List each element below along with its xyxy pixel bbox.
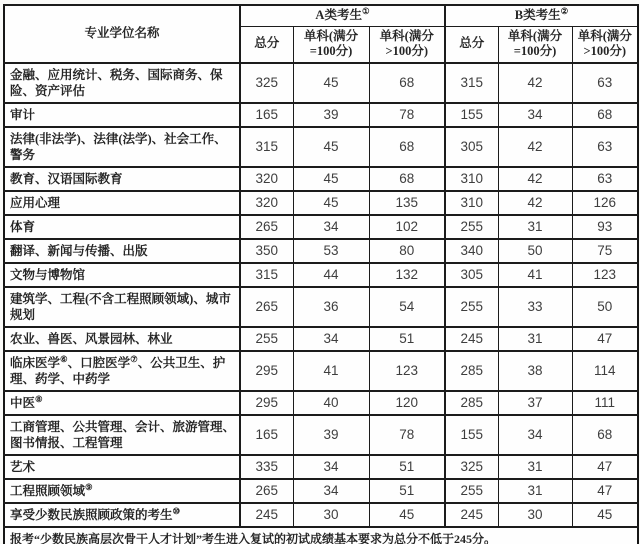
row-label: 艺术 bbox=[4, 455, 240, 479]
score-cell: 36 bbox=[293, 287, 369, 327]
score-cell: 40 bbox=[293, 391, 369, 415]
row-label: 农业、兽医、风景园林、林业 bbox=[4, 327, 240, 351]
score-cell: 123 bbox=[572, 263, 638, 287]
table-row bbox=[4, 63, 638, 103]
header-total-score-b: 总分 bbox=[445, 26, 498, 63]
score-cell: 123 bbox=[369, 351, 445, 391]
score-cell: 37 bbox=[498, 391, 572, 415]
score-cell: 53 bbox=[293, 239, 369, 263]
score-cell: 245 bbox=[445, 327, 498, 351]
table-row bbox=[4, 167, 638, 191]
score-cell: 255 bbox=[445, 215, 498, 239]
footnote: 报考“少数民族高层次骨干人才计划”考生进入复试的初试成绩基本要求为总分不低于245分。 bbox=[4, 527, 638, 544]
score-cell: 135 bbox=[369, 191, 445, 215]
table-row bbox=[4, 391, 638, 415]
score-cell: 350 bbox=[240, 239, 293, 263]
row-label: 审计 bbox=[4, 103, 240, 127]
score-cell: 34 bbox=[293, 455, 369, 479]
score-cell: 68 bbox=[369, 127, 445, 167]
table-row bbox=[4, 263, 638, 287]
score-cell: 63 bbox=[572, 167, 638, 191]
score-cell: 34 bbox=[293, 215, 369, 239]
score-cell: 265 bbox=[240, 215, 293, 239]
score-cell: 68 bbox=[369, 167, 445, 191]
score-cell: 320 bbox=[240, 167, 293, 191]
score-table bbox=[3, 4, 639, 544]
header-group-b: B类考生② bbox=[445, 5, 638, 26]
score-cell: 155 bbox=[445, 415, 498, 455]
footnote-row bbox=[4, 527, 638, 544]
table-row bbox=[4, 127, 638, 167]
row-label: 享受少数民族照顾政策的考生⑩ bbox=[4, 503, 240, 527]
table-row bbox=[4, 239, 638, 263]
table-row bbox=[4, 327, 638, 351]
score-cell: 80 bbox=[369, 239, 445, 263]
score-cell: 155 bbox=[445, 103, 498, 127]
score-cell: 31 bbox=[498, 479, 572, 503]
score-cell: 114 bbox=[572, 351, 638, 391]
row-label: 工商管理、公共管理、会计、旅游管理、图书情报、工程管理 bbox=[4, 415, 240, 455]
row-label: 工程照顾领域⑨ bbox=[4, 479, 240, 503]
score-cell: 34 bbox=[498, 103, 572, 127]
score-cell: 68 bbox=[572, 415, 638, 455]
score-cell: 42 bbox=[498, 191, 572, 215]
score-cell: 285 bbox=[445, 351, 498, 391]
score-cell: 285 bbox=[445, 391, 498, 415]
score-cell: 315 bbox=[445, 63, 498, 103]
score-cell: 78 bbox=[369, 103, 445, 127]
header-group-a: A类考生① bbox=[240, 5, 445, 26]
row-label: 建筑学、工程(不含工程照顾领域)、城市规划 bbox=[4, 287, 240, 327]
header-degree-name: 专业学位名称 bbox=[4, 5, 240, 63]
score-cell: 41 bbox=[293, 351, 369, 391]
header-subject-max100-b: 单科(满分 =100分) bbox=[498, 26, 572, 63]
score-cell: 93 bbox=[572, 215, 638, 239]
header-subject-max100-a: 单科(满分 =100分) bbox=[293, 26, 369, 63]
table-row bbox=[4, 215, 638, 239]
score-cell: 33 bbox=[498, 287, 572, 327]
score-cell: 320 bbox=[240, 191, 293, 215]
header-subject-gt100-a: 单科(满分 >100分) bbox=[369, 26, 445, 63]
score-cell: 63 bbox=[572, 63, 638, 103]
score-cell: 245 bbox=[445, 503, 498, 527]
score-cell: 265 bbox=[240, 287, 293, 327]
row-label: 教育、汉语国际教育 bbox=[4, 167, 240, 191]
score-cell: 50 bbox=[498, 239, 572, 263]
row-label: 翻译、新闻与传播、出版 bbox=[4, 239, 240, 263]
table-row bbox=[4, 455, 638, 479]
row-label: 中医⑧ bbox=[4, 391, 240, 415]
score-cell: 39 bbox=[293, 415, 369, 455]
header-group-row bbox=[4, 5, 638, 26]
score-cell: 47 bbox=[572, 479, 638, 503]
score-cell: 45 bbox=[293, 63, 369, 103]
score-cell: 310 bbox=[445, 191, 498, 215]
table-row bbox=[4, 479, 638, 503]
score-cell: 102 bbox=[369, 215, 445, 239]
row-label: 临床医学⑥、口腔医学⑦、公共卫生、护理、药学、中药学 bbox=[4, 351, 240, 391]
row-label: 应用心理 bbox=[4, 191, 240, 215]
score-cell: 325 bbox=[240, 63, 293, 103]
table-row bbox=[4, 503, 638, 527]
score-cell: 51 bbox=[369, 455, 445, 479]
score-cell: 111 bbox=[572, 391, 638, 415]
score-cell: 44 bbox=[293, 263, 369, 287]
score-cell: 31 bbox=[498, 215, 572, 239]
score-cell: 305 bbox=[445, 127, 498, 167]
score-cell: 255 bbox=[445, 479, 498, 503]
score-cell: 310 bbox=[445, 167, 498, 191]
score-cell: 255 bbox=[240, 327, 293, 351]
score-cell: 325 bbox=[445, 455, 498, 479]
score-cell: 126 bbox=[572, 191, 638, 215]
score-cell: 51 bbox=[369, 327, 445, 351]
score-cell: 315 bbox=[240, 263, 293, 287]
score-cell: 295 bbox=[240, 391, 293, 415]
score-cell: 39 bbox=[293, 103, 369, 127]
score-cell: 120 bbox=[369, 391, 445, 415]
score-cell: 165 bbox=[240, 103, 293, 127]
score-cell: 68 bbox=[572, 103, 638, 127]
score-cell: 42 bbox=[498, 127, 572, 167]
table-row bbox=[4, 191, 638, 215]
score-cell: 340 bbox=[445, 239, 498, 263]
header-subject-gt100-b: 单科(满分 >100分) bbox=[572, 26, 638, 63]
score-cell: 34 bbox=[498, 415, 572, 455]
table-row bbox=[4, 351, 638, 391]
row-label: 体育 bbox=[4, 215, 240, 239]
score-cell: 305 bbox=[445, 263, 498, 287]
score-cell: 75 bbox=[572, 239, 638, 263]
score-cell: 45 bbox=[293, 191, 369, 215]
table-row bbox=[4, 287, 638, 327]
score-cell: 78 bbox=[369, 415, 445, 455]
score-cell: 45 bbox=[369, 503, 445, 527]
score-cell: 47 bbox=[572, 455, 638, 479]
score-cell: 30 bbox=[293, 503, 369, 527]
score-cell: 45 bbox=[293, 167, 369, 191]
score-cell: 45 bbox=[572, 503, 638, 527]
score-cell: 265 bbox=[240, 479, 293, 503]
score-cell: 38 bbox=[498, 351, 572, 391]
score-cell: 54 bbox=[369, 287, 445, 327]
score-cell: 41 bbox=[498, 263, 572, 287]
score-cell: 63 bbox=[572, 127, 638, 167]
table-row bbox=[4, 415, 638, 455]
score-cell: 335 bbox=[240, 455, 293, 479]
score-cell: 68 bbox=[369, 63, 445, 103]
score-cell: 50 bbox=[572, 287, 638, 327]
score-cell: 42 bbox=[498, 63, 572, 103]
score-cell: 165 bbox=[240, 415, 293, 455]
row-label: 金融、应用统计、税务、国际商务、保险、资产评估 bbox=[4, 63, 240, 103]
score-cell: 245 bbox=[240, 503, 293, 527]
score-cell: 30 bbox=[498, 503, 572, 527]
row-label: 法律(非法学)、法律(法学)、社会工作、警务 bbox=[4, 127, 240, 167]
score-cell: 47 bbox=[572, 327, 638, 351]
score-cell: 31 bbox=[498, 455, 572, 479]
score-cell: 315 bbox=[240, 127, 293, 167]
score-cell: 132 bbox=[369, 263, 445, 287]
score-cell: 31 bbox=[498, 327, 572, 351]
score-cell: 42 bbox=[498, 167, 572, 191]
score-cell: 34 bbox=[293, 479, 369, 503]
score-cell: 51 bbox=[369, 479, 445, 503]
score-cell: 34 bbox=[293, 327, 369, 351]
row-label: 文物与博物馆 bbox=[4, 263, 240, 287]
score-cell: 295 bbox=[240, 351, 293, 391]
table-row bbox=[4, 103, 638, 127]
header-total-score-a: 总分 bbox=[240, 26, 293, 63]
score-cell: 45 bbox=[293, 127, 369, 167]
score-cell: 255 bbox=[445, 287, 498, 327]
